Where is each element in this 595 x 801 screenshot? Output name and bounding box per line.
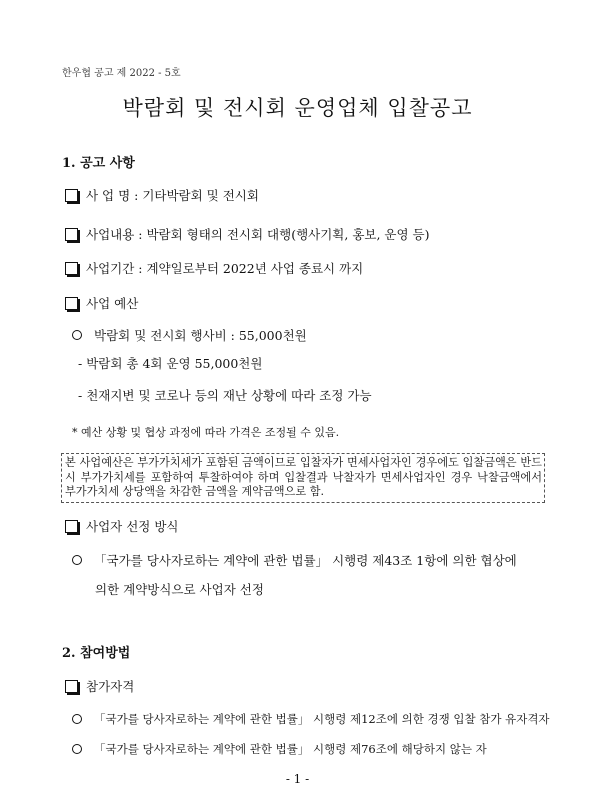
qualification-label: 참가자격 xyxy=(86,679,135,694)
section-1-heading: 1. 공고 사항 xyxy=(62,156,135,171)
circle-bullet-icon xyxy=(72,555,82,565)
qualification-item-2-text: 「국가를 당사자로하는 계약에 관한 법률」 시행령 제76조에 해당하지 않는 자 xyxy=(94,742,487,756)
qualification-item-1-text: 「국가를 당사자로하는 계약에 관한 법률」 시행령 제12조에 의한 경쟁 입찰 참가 유자격자 xyxy=(94,712,550,726)
page-title: 박람회 및 전시회 운영업체 입찰공고 xyxy=(122,96,473,120)
checkbox-square-icon xyxy=(65,228,78,241)
budget-row xyxy=(65,294,138,312)
checkbox-square-icon xyxy=(65,680,78,693)
selection-item-text: 「국가를 당사자로하는 계약에 관한 법률」 시행령 제43조 1항에 의한 협상에 xyxy=(94,553,517,568)
selection-item-continued: 의한 계약방식으로 사업자 선정 xyxy=(95,582,264,597)
business-period-row xyxy=(65,259,363,277)
document-number: 한우협 공고 제 2022 - 5호 xyxy=(62,68,181,79)
budget-sub-item-2: - 천재지변 및 코로나 등의 재난 상황에 따라 조정 가능 xyxy=(78,388,372,403)
checkbox-square-icon xyxy=(65,262,78,275)
business-content-row xyxy=(65,225,430,243)
budget-item-text: 박람회 및 전시회 행사비 : 55,000천원 xyxy=(94,328,307,343)
qualification-item-1 xyxy=(72,711,550,727)
checkbox-square-icon xyxy=(65,520,78,533)
qualification-row xyxy=(65,677,134,695)
circle-bullet-icon xyxy=(72,330,82,340)
section-2-heading: 2. 참여방법 xyxy=(62,646,131,661)
business-period-text: 사업기간 : 계약일로부터 2022년 사업 종료시 까지 xyxy=(86,261,364,276)
selection-label: 사업자 선정 방식 xyxy=(86,519,179,534)
budget-label: 사업 예산 xyxy=(86,296,139,311)
budget-item xyxy=(72,326,307,344)
selection-item xyxy=(72,551,517,569)
qualification-item-2 xyxy=(72,741,487,757)
business-name-row xyxy=(65,186,259,204)
business-content-text: 사업내용 : 박람회 형태의 전시회 대행(행사기획, 홍보, 운영 등) xyxy=(86,227,430,242)
vat-notice-box: 본 사업예산은 부가가치세가 포함된 금액이므로 입찰자가 면세사업자인 경우에도 입찰금액은 반드시 부가가치세를 포함하여 투찰하여야 하며 입찰결과 낙찰자가 면세사업자인 경우 낙찰금액에서 부가가치세 상당액을 차감한 금액을 계약금액으로 함. xyxy=(61,453,545,503)
circle-bullet-icon xyxy=(72,714,82,724)
selection-row xyxy=(65,517,178,535)
budget-note: * 예산 상황 및 협상 과정에 따라 가격은 조정될 수 있음. xyxy=(72,426,340,439)
circle-bullet-icon xyxy=(72,744,82,754)
checkbox-square-icon xyxy=(65,297,78,310)
budget-sub-item-1: - 박람회 총 4회 운영 55,000천원 xyxy=(78,356,263,371)
page-number: - 1 - xyxy=(285,772,310,786)
business-name-text: 사 업 명 : 기타박람회 및 전시회 xyxy=(86,188,259,203)
checkbox-square-icon xyxy=(65,189,78,202)
